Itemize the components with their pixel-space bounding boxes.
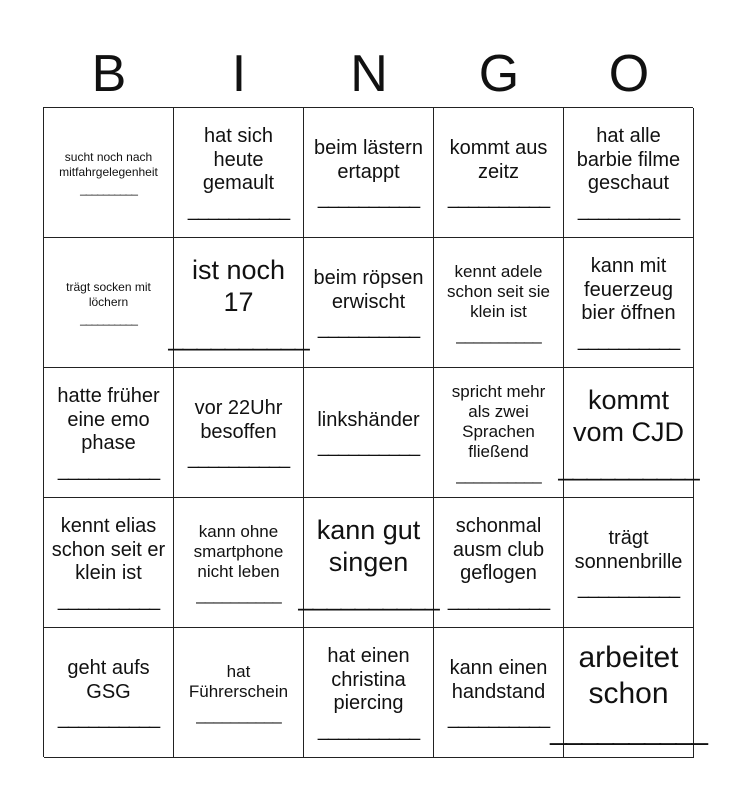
bingo-cell[interactable] [434, 108, 564, 238]
bingo-cell[interactable] [550, 628, 707, 758]
bingo-cell[interactable] [174, 368, 304, 498]
cell-text: kann einen handstand [449, 656, 548, 703]
header-letter-g: G [478, 45, 520, 103]
signature-line: __________ [456, 325, 541, 345]
bingo-cell[interactable] [44, 628, 174, 758]
bingo-cell[interactable] [434, 238, 564, 368]
bingo-cell[interactable] [44, 498, 174, 628]
cell-text: spricht mehr als zwei Sprachen fließend [451, 381, 546, 462]
signature-line: __________ [317, 435, 420, 458]
signature-line: __________ [80, 181, 137, 196]
signature-line: __________ [447, 187, 550, 210]
header-letter-b: B [91, 45, 127, 103]
bingo-cell[interactable] [564, 238, 694, 368]
header-letter-o: O [608, 45, 650, 103]
bingo-cell[interactable] [298, 498, 439, 628]
cell-text: sucht noch nach mitfahrgelegenheit [59, 150, 158, 179]
cell-text: vor 22Uhr besoffen [194, 396, 283, 443]
cell-text: kennt elias schon seit er klein ist [51, 515, 166, 585]
header-letter-n: N [350, 45, 388, 103]
bingo-cell[interactable] [174, 108, 304, 238]
bingo-cell[interactable] [44, 368, 174, 498]
bingo-cell[interactable] [174, 628, 304, 758]
cell-text: hat einen christina piercing [327, 645, 410, 715]
cell-text: hatte früher eine emo phase [57, 385, 160, 455]
header-letter-i: I [231, 45, 247, 103]
signature-line: __________ [80, 311, 137, 326]
bingo-cell[interactable] [558, 368, 699, 498]
signature-line: __________ [317, 317, 420, 340]
signature-line: __________ [447, 588, 550, 611]
bingo-cell[interactable] [434, 628, 564, 758]
cell-text: kann mit feuerzeug bier öffnen [581, 255, 676, 325]
bingo-cell[interactable] [304, 368, 434, 498]
cell-text: ist noch 17 [191, 255, 286, 317]
cell-text: beim lästern ertappt [314, 136, 423, 183]
cell-text: kann ohne smartphone nicht leben [193, 521, 284, 582]
cell-text: kommt aus zeitz [449, 136, 548, 183]
bingo-cell[interactable] [168, 238, 309, 368]
signature-line: __________ [196, 585, 281, 605]
cell-text: schonmal ausm club geflogen [452, 515, 545, 585]
signature-line: __________ [456, 465, 541, 485]
signature-line: __________ [558, 450, 699, 481]
cell-text: trägt socken mit löchern [66, 280, 151, 309]
cell-text: beim röpsen erwischt [313, 266, 424, 313]
cell-text: geht aufs GSG [67, 656, 150, 703]
bingo-cell[interactable] [434, 368, 564, 498]
cell-text: kann gut singen [316, 515, 421, 577]
signature-line: __________ [187, 447, 290, 470]
cell-text: hat alle barbie filme geschaut [576, 125, 681, 195]
signature-line: __________ [577, 328, 680, 351]
signature-line: __________ [196, 705, 281, 725]
bingo-cell[interactable] [304, 628, 434, 758]
signature-line: __________ [187, 198, 290, 221]
signature-line: __________ [550, 712, 707, 746]
bingo-cell[interactable] [304, 238, 434, 368]
bingo-cell[interactable] [174, 498, 304, 628]
bingo-cell[interactable] [44, 108, 174, 238]
bingo-cell[interactable] [564, 498, 694, 628]
signature-line: __________ [298, 580, 439, 611]
signature-line: __________ [57, 588, 160, 611]
cell-text: hat sich heute gemault [202, 125, 275, 195]
cell-text: linkshänder [317, 408, 420, 431]
cell-text: kommt vom CJD [572, 385, 684, 447]
signature-line: __________ [447, 707, 550, 730]
bingo-header [44, 44, 694, 104]
cell-text: hat Führerschein [188, 661, 289, 701]
signature-line: __________ [168, 320, 309, 351]
bingo-cell[interactable] [434, 498, 564, 628]
signature-line: __________ [57, 458, 160, 481]
bingo-grid [43, 107, 707, 757]
signature-line: __________ [57, 707, 160, 730]
bingo-cell[interactable] [564, 108, 694, 238]
signature-line: __________ [317, 718, 420, 741]
cell-text: arbeitet schon [578, 641, 679, 710]
bingo-cell[interactable] [44, 238, 174, 368]
cell-text: kennt adele schon seit sie klein ist [447, 261, 550, 322]
bingo-cell[interactable] [304, 108, 434, 238]
signature-line: __________ [577, 198, 680, 221]
signature-line: __________ [317, 187, 420, 210]
cell-text: trägt sonnenbrille [574, 526, 683, 573]
signature-line: __________ [577, 577, 680, 600]
